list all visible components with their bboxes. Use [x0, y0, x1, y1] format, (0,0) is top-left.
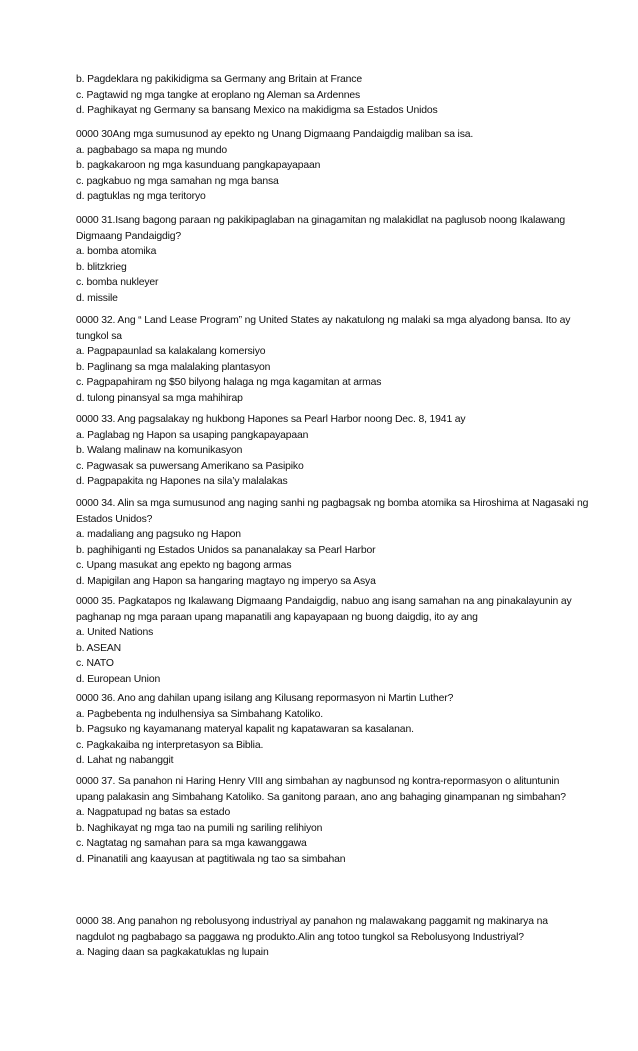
choice-a: a. Nagpatupad ng batas sa estado [76, 807, 231, 819]
choice-c: c. bomba nukleyer [76, 277, 159, 289]
choice-b: b. ASEAN [76, 642, 122, 654]
question-31 [76, 213, 596, 307]
choice-c: c. NATO [76, 658, 114, 670]
choice-b: b. Naghikayat ng mga tao na pumili ng sariling relihiyon [76, 822, 323, 834]
choice-c: c. Pagpapahiram ng $50 bilyong halaga ng mga kagamitan at armas [76, 377, 382, 389]
choice-b: b. Paglinang sa mga malalaking plantasyon [76, 361, 271, 373]
choice-a: a. Paglabag ng Hapon sa usaping pangkapayapaan [76, 429, 309, 441]
question-stem-line-1: 0000 34. Alin sa mga sumusunod ang naging sanhi ng pagbagsak ng bomba atomika sa Hiroshima at Nagasaki ng [76, 498, 589, 509]
choice-c: c. Pagkakaiba ng interpretasyon sa Biblia. [76, 739, 264, 751]
question-stem-line-2: Estados Unidos? [76, 513, 153, 525]
choice-d: d. Pinanatili ang kaayusan at pagtitiwala ng tao sa simbahan [76, 853, 346, 865]
choice-b: b. Pagdeklara ng pakikidigma sa Germany ang Britain at France [76, 74, 362, 85]
choice-d: d. tulong pinansyal sa mga mahihirap [76, 392, 243, 404]
choice-a: a. Naging daan sa pagkakatuklas ng lupain [76, 947, 269, 959]
choice-a: a. madaliang ang pagsuko ng Hapon [76, 529, 241, 541]
question-stem: 0000 33. Ang pagsalakay ng hukbong Hapones sa Pearl Harbor noong Dec. 8, 1941 ay [76, 414, 466, 425]
question-stem-line-2: tungkol sa [76, 330, 122, 342]
question-stem-line-2: Digmaang Pandaigdig? [76, 230, 182, 242]
question-stem-line-1: 0000 32. Ang “ Land Lease Program” ng United States ay nakatulong ng malaki sa mga alyadong bansa. Ito ay [76, 315, 571, 326]
question-35 [76, 594, 596, 688]
choice-b: b. paghihiganti ng Estados Unidos sa pananalakay sa Pearl Harbor [76, 544, 376, 556]
choice-d: d. Mapigilan ang Hapon sa hangaring magtayo ng imperyo sa Asya [76, 575, 376, 587]
choice-d: d. Paghikayat ng Germany sa bansang Mexico na makidigma sa Estados Unidos [76, 105, 438, 117]
choice-d: d. pagtuklas ng mga teritoryo [76, 191, 206, 203]
choice-a: a. pagbabago sa mapa ng mundo [76, 144, 228, 156]
choice-b: b. Walang malinaw na komunikasyon [76, 445, 243, 457]
question-stem-line-1: 0000 38. Ang panahon ng rebolusyong industriyal ay panahon ng malawakang paggamit ng makinarya na [76, 916, 548, 927]
question-stem-line-1: 0000 35. Pagkatapos ng Ikalawang Digmaang Pandaigdig, nabuo ang isang samahan na ang pinakalayunin ay [76, 596, 572, 607]
choice-d: d. European Union [76, 673, 161, 685]
question-32 [76, 313, 596, 407]
choice-b: b. pagkakaroon ng mga kasunduang pangkapayapaan [76, 160, 321, 172]
choice-c: c. Upang masukat ang epekto ng bagong armas [76, 560, 292, 572]
question-stem: 0000 36. Ano ang dahilan upang isilang ang Kilusang repormasyon ni Martin Luther? [76, 693, 454, 704]
question-34 [76, 496, 596, 590]
choice-a: a. Pagpapaunlad sa kalakalang komersiyo [76, 346, 266, 358]
choice-a: a. United Nations [76, 627, 154, 639]
question-30 [76, 127, 596, 205]
question-36 [76, 691, 596, 769]
choice-d: d. missile [76, 292, 118, 304]
choice-b: b. blitzkrieg [76, 261, 127, 273]
choice-c: c. Nagtatag ng samahan para sa mga kawanggawa [76, 838, 307, 850]
question-37 [76, 774, 596, 868]
question-38 [76, 914, 596, 961]
choice-c: c. Pagwasak sa puwersang Amerikano sa Pasipiko [76, 460, 304, 472]
choice-b: b. Pagsuko ng kayamanang materyal kapalit ng kapatawaran sa kasalanan. [76, 724, 414, 736]
question-29-choices [76, 72, 596, 119]
choice-d: d. Lahat ng nabanggit [76, 755, 174, 767]
choice-c: c. pagkabuo ng mga samahan ng mga bansa [76, 175, 279, 187]
choice-a: a. Pagbebenta ng indulhensiya sa Simbahang Katoliko. [76, 708, 323, 720]
question-stem-line-2: nagdulot ng pagbabago sa paggawa ng produkto.Alin ang totoo tungkol sa Rebolusyong Industriyal? [76, 931, 524, 943]
question-stem-line-2: paghanap ng mga paraan upang mapanatili ang kapayapaan ng buong daigdig, ito ay ang [76, 611, 478, 623]
choice-d: d. Pagpapakita ng Hapones na sila’y malalakas [76, 476, 288, 488]
question-33 [76, 412, 596, 490]
question-stem: 0000 30Ang mga sumusunod ay epekto ng Unang Digmaang Pandaigdig maliban sa isa. [76, 129, 474, 140]
question-stem-line-2: upang palakasin ang Simbahang Katoliko. Sa ganitong paraan, ano ang bahaging ginampanan ng simbahan? [76, 791, 566, 803]
choice-a: a. bomba atomika [76, 246, 157, 258]
question-stem-line-1: 0000 31.Isang bagong paraan ng pakikipaglaban na ginagamitan ng malakidlat na paglusob noong Ikalawang [76, 215, 566, 226]
choice-c: c. Pagtawid ng mga tangke at eroplano ng Aleman sa Ardennes [76, 89, 361, 101]
question-stem-line-1: 0000 37. Sa panahon ni Haring Henry VIII ang simbahan ay nagbunsod ng kontra-repormasyon o alituntunin [76, 776, 560, 787]
